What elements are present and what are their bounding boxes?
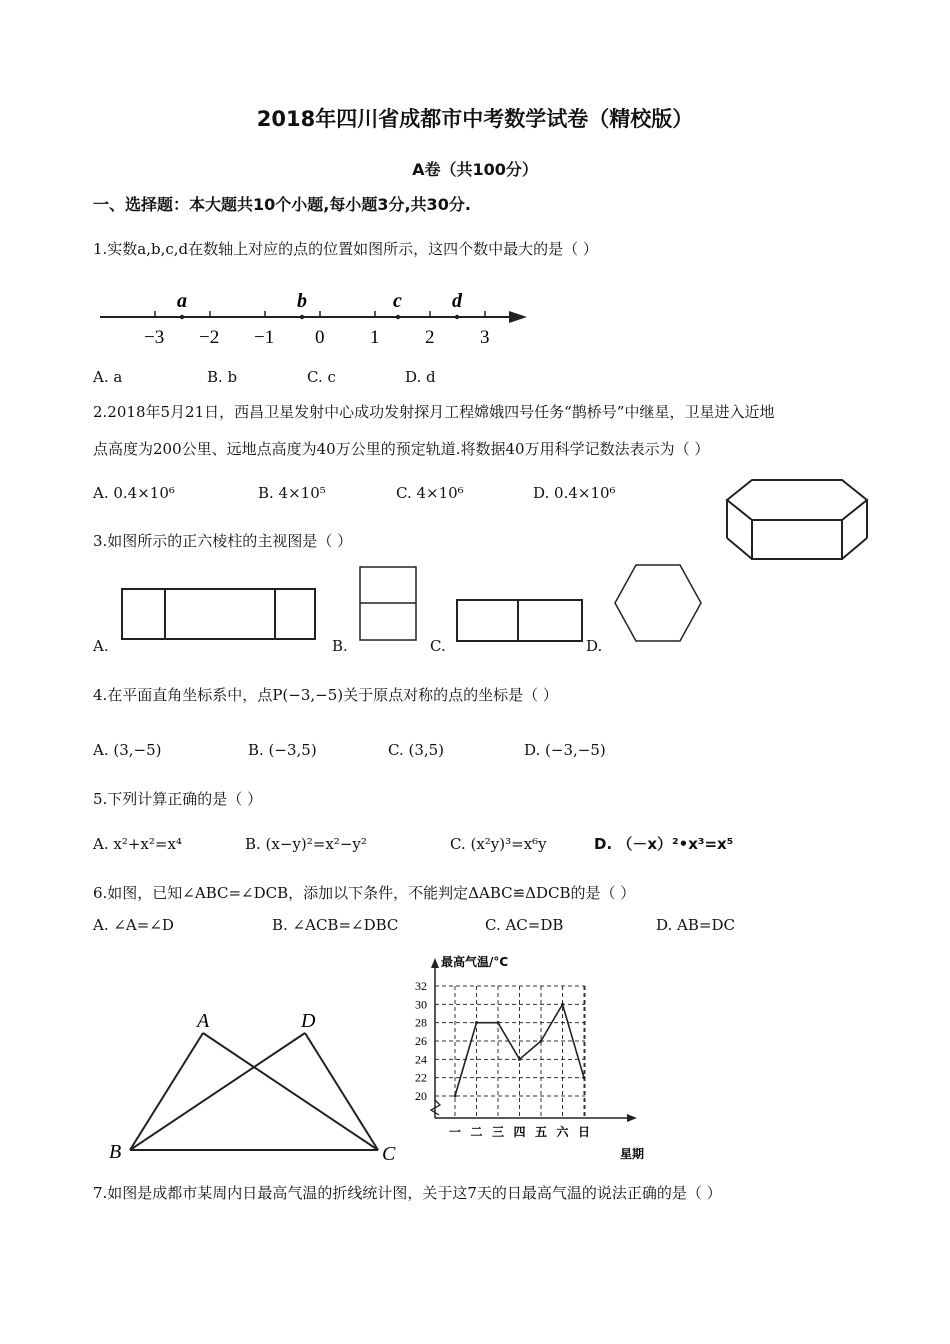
- chart-data-point: [518, 1058, 521, 1061]
- chart-y-arrow: [431, 958, 439, 968]
- point-d-label: D: [301, 1010, 316, 1032]
- question-6-stem: 6.如图，已知∠ABC=∠DCB，添加以下条件，不能判定ΔABC≌ΔDCB的是（ ）: [93, 884, 636, 902]
- chart-data-point: [583, 1076, 586, 1079]
- number-line-figure: [95, 285, 535, 350]
- chart-y-tick-label: 30: [415, 997, 427, 1012]
- chart-x-tick-label: 六: [556, 1125, 569, 1139]
- number-line-point-label: d: [452, 290, 462, 312]
- question-7-stem: 7.如图是成都市某周内日最高气温的折线统计图，关于这7天的日最高气温的说法正确的是（ ）: [93, 1184, 722, 1202]
- number-line-point-label: a: [177, 290, 187, 312]
- q1-option-c: C. c: [307, 368, 336, 386]
- chart-axes: [431, 958, 637, 1122]
- chart-x-tick-label: 二: [470, 1125, 483, 1139]
- q4-option-c: C. (3,5): [388, 741, 445, 759]
- chart-y-tick-label: 28: [415, 1015, 427, 1030]
- number-line-point-d: [455, 315, 459, 319]
- q2-option-b: B. 4×10⁵: [258, 484, 326, 502]
- q3-label-c: C.: [430, 637, 446, 655]
- number-line-tick-label: 1: [370, 327, 380, 348]
- q4-option-b: B. (−3,5): [248, 741, 317, 759]
- chart-x-tick-label: 一: [449, 1125, 462, 1139]
- question-5-stem: 5.下列计算正确的是（ ）: [93, 790, 263, 808]
- number-line-tick-label: −2: [199, 327, 220, 348]
- q3-figure-b: [358, 565, 420, 643]
- q1-option-b: B. b: [207, 368, 238, 386]
- q5-option-d: D. （－x）²•x³=x⁵: [594, 835, 734, 853]
- q3-a-outer: [122, 589, 315, 639]
- point-b-label: B: [109, 1141, 122, 1163]
- q3-c-outer: [457, 600, 582, 641]
- segment-bd: [130, 1033, 305, 1150]
- chart-y-tick-label: 20: [415, 1089, 427, 1103]
- segment-ac: [203, 1033, 378, 1150]
- number-line-tick-label: −1: [254, 327, 275, 348]
- q6-option-c: C. AC=DB: [485, 916, 564, 934]
- chart-y-tick-label: 32: [415, 979, 427, 993]
- q2-option-a: A. 0.4×10⁶: [93, 484, 175, 502]
- chart-data-point: [475, 1021, 478, 1024]
- question-2-stem-line1: 2.2018年5月21日，西昌卫星发射中心成功发射探月工程嫦娥四号任务“鹊桥号”中继星，卫星进入近地: [93, 403, 775, 421]
- q5-option-b: B. (x−y)²=x²−y²: [245, 835, 367, 853]
- number-line-point-b: [300, 315, 304, 319]
- q3-d-hexagon: [615, 565, 701, 641]
- paper-subtitle: A卷（共100分）: [412, 160, 538, 179]
- question-2-stem-line2: 点高度为200公里、远地点高度为40万公里的预定轨道.将数据40万用科学记数法表示为（ ）: [93, 440, 710, 458]
- chart-x-tick-label: 日: [578, 1125, 591, 1139]
- chart-x-tick-label: 四: [513, 1125, 526, 1139]
- chart-y-ticks: [415, 979, 427, 1103]
- chart-y-tick-label: 26: [415, 1034, 427, 1048]
- chart-x-ticks: [449, 1124, 590, 1139]
- chart-y-tick-label: 24: [415, 1052, 427, 1067]
- point-c-label: C: [382, 1143, 396, 1165]
- prism-bottom-left: [727, 538, 752, 559]
- q6-option-d: D. AB=DC: [656, 916, 735, 934]
- number-line-point-label: b: [297, 290, 307, 312]
- chart-x-arrow: [627, 1114, 637, 1122]
- q2-option-c: C. 4×10⁶: [396, 484, 464, 502]
- chart-y-tick-label: 22: [415, 1070, 427, 1085]
- chart-x-tick-label: 三: [492, 1125, 505, 1139]
- q5-option-c: C. (x²y)³=x⁶y: [450, 835, 547, 853]
- number-line-tick-label: 0: [315, 327, 325, 348]
- chart-x-tick-label: 五: [535, 1125, 548, 1139]
- point-a-label: A: [197, 1010, 210, 1032]
- q1-option-a: A. a: [93, 368, 123, 386]
- q2-option-d: D. 0.4×10⁶: [533, 484, 616, 502]
- number-line-tick-label: 2: [425, 327, 435, 348]
- page-title: 2018年四川省成都市中考数学试卷（精校版）: [256, 107, 694, 131]
- triangle-figure: [105, 1005, 405, 1165]
- chart-data-point: [497, 1021, 500, 1024]
- chart-y-axis-label: 最高气温/°C: [441, 955, 509, 969]
- hexagonal-prism-figure: [722, 472, 872, 567]
- section-heading: 一、选择题：本大题共10个小题,每小题3分,共30分.: [93, 195, 471, 214]
- number-line-tick-label: 3: [480, 327, 490, 348]
- q3-label-a: A.: [93, 637, 109, 655]
- question-3-stem: 3.如图所示的正六棱柱的主视图是（ ）: [93, 532, 353, 550]
- prism-front-face: [752, 520, 842, 559]
- chart-data-point: [454, 1095, 457, 1098]
- q3-label-d: D.: [586, 637, 603, 655]
- q3-figure-a: [120, 585, 320, 643]
- chart-data-point: [561, 1003, 564, 1006]
- question-4-stem: 4.在平面直角坐标系中，点P(−3,−5)关于原点对称的点的坐标是（ ）: [93, 686, 558, 704]
- number-line-tick-label: −3: [144, 327, 165, 348]
- prism-top-face: [727, 480, 867, 520]
- q6-option-b: B. ∠ACB=∠DBC: [272, 916, 399, 934]
- number-line-point-a: [180, 315, 184, 319]
- segment-dc: [305, 1033, 378, 1150]
- chart-x-axis-label: 星期: [620, 1147, 645, 1161]
- segment-ba: [130, 1033, 203, 1150]
- number-line-point-label: c: [393, 290, 402, 312]
- q3-figure-c: [455, 597, 587, 645]
- q3-label-b: B.: [332, 637, 348, 655]
- number-line-arrow: [509, 311, 527, 323]
- q1-option-d: D. d: [405, 368, 436, 386]
- temperature-line-chart: [405, 948, 655, 1168]
- question-1-stem: 1.实数a,b,c,d在数轴上对应的点的位置如图所示，这四个数中最大的是（ ）: [93, 240, 598, 258]
- chart-data-point: [540, 1040, 543, 1043]
- q6-option-a: A. ∠A=∠D: [93, 916, 174, 934]
- q4-option-d: D. (−3,−5): [524, 741, 606, 759]
- q3-figure-d-hexagon: [612, 562, 704, 644]
- prism-bottom-right: [842, 538, 867, 559]
- q4-option-a: A. (3,−5): [93, 741, 162, 759]
- number-line-point-c: [396, 315, 400, 319]
- q5-option-a: A. x²+x²=x⁴: [93, 835, 182, 853]
